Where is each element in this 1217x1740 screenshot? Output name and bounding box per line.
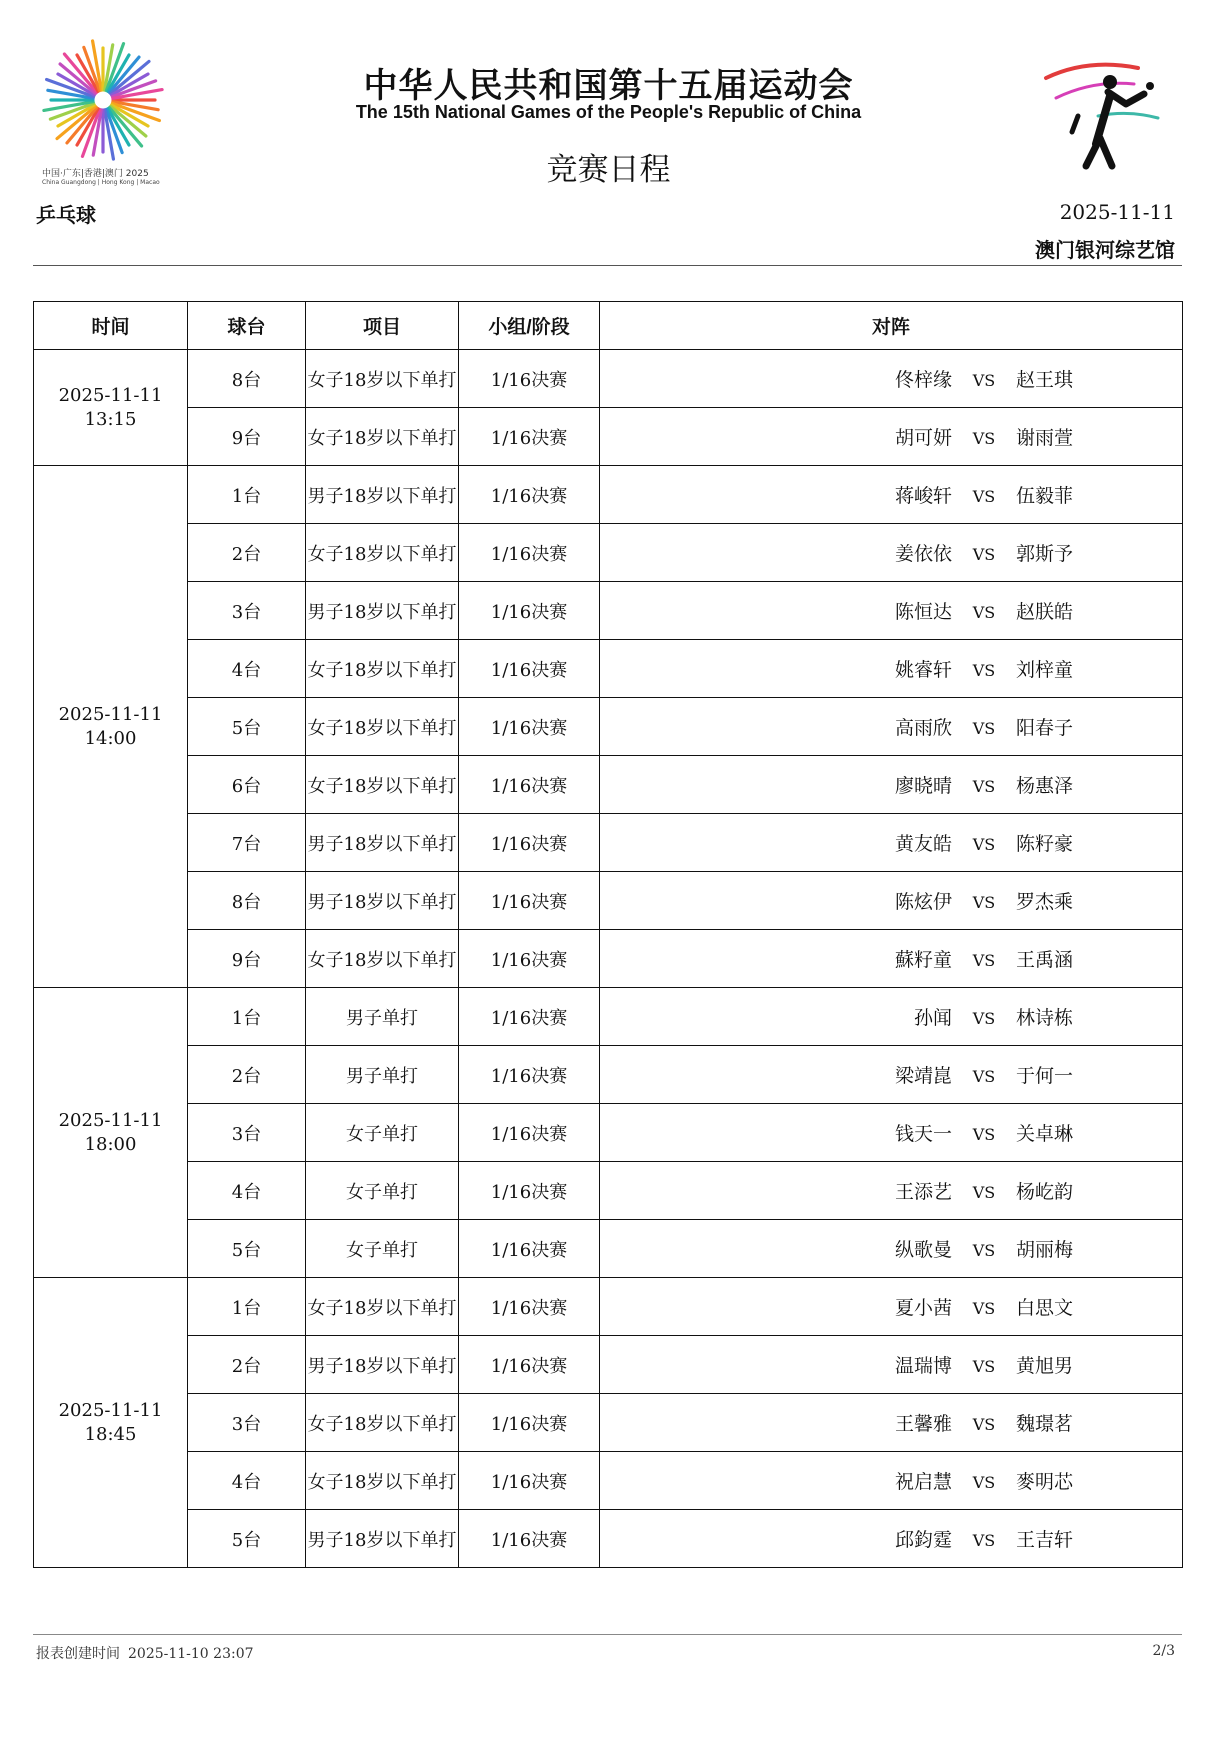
player-2: 赵朕皓 — [1015, 601, 1073, 623]
player-2: 杨屹韵 — [1015, 1181, 1073, 1203]
session-clock: 13:15 — [84, 408, 137, 430]
matchup-cell — [600, 872, 1183, 930]
page-number: 2/3 — [1152, 1643, 1175, 1659]
player-1: 姚睿轩 — [894, 659, 952, 681]
page-subtitle: 竞赛日程 — [546, 152, 671, 188]
matchup-cell — [600, 640, 1183, 698]
event-cell: 女子18岁以下单打 — [306, 408, 459, 466]
table-number-cell: 8台 — [188, 872, 306, 930]
table-number-cell: 2台 — [188, 524, 306, 582]
player-2: 胡丽梅 — [1015, 1239, 1073, 1261]
table-number-cell: 4台 — [188, 1162, 306, 1220]
venue-name: 澳门银河综艺馆 — [1035, 238, 1175, 262]
stage-cell: 1/16决赛 — [459, 1336, 600, 1394]
matchup-cell — [600, 1394, 1183, 1452]
table-row — [34, 466, 1183, 524]
table-number-cell: 3台 — [188, 1394, 306, 1452]
stage-cell: 1/16决赛 — [459, 930, 600, 988]
header-divider — [33, 265, 1182, 266]
matchup-cell — [600, 350, 1183, 408]
vs-label: VS — [972, 1009, 996, 1028]
player-1: 邱鈞霆 — [894, 1529, 952, 1551]
table-number-cell: 9台 — [188, 408, 306, 466]
table-row — [34, 988, 1183, 1046]
matchup-cell — [600, 1336, 1183, 1394]
matchup-cell — [600, 698, 1183, 756]
stage-cell: 1/16决赛 — [459, 1394, 600, 1452]
player-1: 纵歌曼 — [894, 1239, 952, 1261]
stage-cell: 1/16决赛 — [459, 1220, 600, 1278]
matchup-cell — [600, 1510, 1183, 1568]
player-1: 钱天一 — [894, 1123, 952, 1145]
created-value: 2025-11-10 23:07 — [128, 1646, 254, 1662]
stage-cell: 1/16决赛 — [459, 814, 600, 872]
vs-label: VS — [972, 603, 996, 622]
table-row — [34, 1278, 1183, 1336]
sport-name: 乒乓球 — [36, 203, 96, 227]
table-number-cell: 2台 — [188, 1046, 306, 1104]
table-row — [34, 350, 1183, 408]
player-2: 麥明芯 — [1015, 1471, 1073, 1493]
player-2: 陈籽豪 — [1015, 833, 1073, 855]
stage-cell: 1/16决赛 — [459, 1510, 600, 1568]
player-2: 魏璟茗 — [1015, 1413, 1073, 1435]
player-1: 梁靖崑 — [894, 1065, 952, 1087]
vs-label: VS — [972, 545, 996, 564]
report-created — [36, 1643, 262, 1663]
table-row — [34, 1162, 1183, 1220]
table-row — [34, 1046, 1183, 1104]
matchup-cell — [600, 814, 1183, 872]
event-title-cn: 中华人民共和国第十五届运动会 — [363, 66, 854, 106]
created-label: 报表创建时间 — [36, 1646, 120, 1662]
table-row — [34, 640, 1183, 698]
player-1: 孙闻 — [913, 1007, 952, 1029]
player-2: 关卓琳 — [1015, 1123, 1073, 1145]
player-1: 姜依依 — [894, 543, 952, 565]
logo-text-en: China Guangdong | Hong Kong | Macao — [42, 179, 160, 186]
matchup-cell — [600, 408, 1183, 466]
matchup-cell — [600, 1220, 1183, 1278]
vs-label: VS — [972, 1241, 996, 1260]
event-cell: 女子18岁以下单打 — [306, 756, 459, 814]
event-cell: 女子18岁以下单打 — [306, 1278, 459, 1336]
event-cell: 男子18岁以下单打 — [306, 1336, 459, 1394]
table-row — [34, 1220, 1183, 1278]
table-row — [34, 1394, 1183, 1452]
vs-label: VS — [972, 1183, 996, 1202]
stage-cell: 1/16决赛 — [459, 466, 600, 524]
player-2: 白思文 — [1015, 1297, 1073, 1319]
table-row — [34, 698, 1183, 756]
table-number-cell: 3台 — [188, 1104, 306, 1162]
player-2: 赵王琪 — [1015, 369, 1073, 391]
session-date: 2025-11-11 — [58, 703, 163, 725]
stage-cell: 1/16决赛 — [459, 756, 600, 814]
table-number-cell: 9台 — [188, 930, 306, 988]
col-header-stage: 小组/阶段 — [459, 302, 600, 350]
player-2: 王禹涵 — [1015, 949, 1073, 971]
player-1: 王馨雅 — [894, 1413, 952, 1435]
vs-label: VS — [972, 1357, 996, 1376]
event-cell: 男子单打 — [306, 988, 459, 1046]
session-clock: 18:00 — [84, 1133, 137, 1155]
stage-cell: 1/16决赛 — [459, 350, 600, 408]
matchup-cell — [600, 988, 1183, 1046]
matchup-cell — [600, 756, 1183, 814]
player-2: 杨惠泽 — [1015, 775, 1073, 797]
player-1: 陈恒达 — [894, 601, 952, 623]
vs-label: VS — [972, 1067, 996, 1086]
event-cell: 女子单打 — [306, 1162, 459, 1220]
table-row — [34, 1336, 1183, 1394]
event-cell: 男子单打 — [306, 1046, 459, 1104]
player-2: 王吉轩 — [1015, 1529, 1073, 1551]
player-2: 黄旭男 — [1015, 1355, 1073, 1377]
table-row — [34, 756, 1183, 814]
stage-cell: 1/16决赛 — [459, 1452, 600, 1510]
table-row — [34, 408, 1183, 466]
player-1: 高雨欣 — [894, 717, 952, 739]
session-time-cell — [34, 988, 188, 1278]
vs-label: VS — [972, 951, 996, 970]
stage-cell: 1/16决赛 — [459, 1162, 600, 1220]
matchup-cell — [600, 1104, 1183, 1162]
stage-cell: 1/16决赛 — [459, 872, 600, 930]
vs-label: VS — [972, 371, 996, 390]
table-header-row — [34, 302, 1183, 350]
player-1: 陈炫伊 — [894, 891, 952, 913]
table-number-cell: 5台 — [188, 1510, 306, 1568]
player-2: 阳春子 — [1015, 717, 1073, 739]
table-row — [34, 582, 1183, 640]
table-number-cell: 4台 — [188, 640, 306, 698]
session-time-cell — [34, 466, 188, 988]
event-cell: 女子18岁以下单打 — [306, 640, 459, 698]
player-1: 温瑞博 — [894, 1355, 952, 1377]
player-1: 祝启慧 — [894, 1471, 952, 1493]
vs-label: VS — [972, 1125, 996, 1144]
session-date: 2025-11-11 — [58, 1399, 163, 1421]
stage-cell: 1/16决赛 — [459, 524, 600, 582]
table-row — [34, 524, 1183, 582]
schedule-body — [34, 350, 1183, 1568]
event-cell: 男子18岁以下单打 — [306, 1510, 459, 1568]
vs-label: VS — [972, 487, 996, 506]
session-clock: 14:00 — [84, 727, 137, 749]
col-header-time: 时间 — [34, 302, 188, 350]
stage-cell: 1/16决赛 — [459, 1278, 600, 1336]
player-2: 伍毅菲 — [1015, 485, 1073, 507]
table-number-cell: 5台 — [188, 1220, 306, 1278]
vs-label: VS — [972, 1531, 996, 1550]
matchup-cell — [600, 930, 1183, 988]
event-cell: 女子18岁以下单打 — [306, 1452, 459, 1510]
player-1: 佟梓缘 — [894, 369, 952, 391]
stage-cell: 1/16决赛 — [459, 408, 600, 466]
vs-label: VS — [972, 1415, 996, 1434]
player-2: 谢雨萱 — [1015, 427, 1073, 449]
vs-label: VS — [972, 835, 996, 854]
player-1: 胡可妍 — [894, 427, 952, 449]
event-cell: 男子18岁以下单打 — [306, 466, 459, 524]
col-header-table: 球台 — [188, 302, 306, 350]
event-cell: 男子18岁以下单打 — [306, 582, 459, 640]
schedule-date: 2025-11-11 — [1059, 200, 1175, 224]
session-time-cell — [34, 1278, 188, 1568]
session-clock: 18:45 — [84, 1423, 137, 1445]
table-number-cell: 1台 — [188, 1278, 306, 1336]
matchup-cell — [600, 1162, 1183, 1220]
player-2: 林诗栋 — [1015, 1007, 1073, 1029]
table-number-cell: 8台 — [188, 350, 306, 408]
table-number-cell: 6台 — [188, 756, 306, 814]
stage-cell: 1/16决赛 — [459, 1046, 600, 1104]
player-1: 夏小茜 — [894, 1297, 952, 1319]
table-number-cell: 1台 — [188, 988, 306, 1046]
vs-label: VS — [972, 1473, 996, 1492]
vs-label: VS — [972, 893, 996, 912]
stage-cell: 1/16决赛 — [459, 640, 600, 698]
table-number-cell: 1台 — [188, 466, 306, 524]
player-2: 于何一 — [1015, 1065, 1073, 1087]
stage-cell: 1/16决赛 — [459, 988, 600, 1046]
player-2: 罗杰乘 — [1015, 891, 1073, 913]
player-1: 王添艺 — [894, 1181, 952, 1203]
vs-label: VS — [972, 429, 996, 448]
event-cell: 男子18岁以下单打 — [306, 872, 459, 930]
vs-label: VS — [972, 661, 996, 680]
col-header-event: 项目 — [306, 302, 459, 350]
schedule-table — [33, 301, 1183, 1568]
table-number-cell: 7台 — [188, 814, 306, 872]
event-cell: 女子18岁以下单打 — [306, 524, 459, 582]
event-cell: 女子18岁以下单打 — [306, 930, 459, 988]
table-number-cell: 4台 — [188, 1452, 306, 1510]
vs-label: VS — [972, 777, 996, 796]
event-cell: 男子18岁以下单打 — [306, 814, 459, 872]
session-date: 2025-11-11 — [58, 384, 163, 406]
matchup-cell — [600, 466, 1183, 524]
matchup-cell — [600, 1046, 1183, 1104]
table-number-cell: 5台 — [188, 698, 306, 756]
event-title-en: The 15th National Games of the People's Republic of China — [355, 102, 862, 122]
col-header-matchup: 对阵 — [600, 302, 1183, 350]
matchup-cell — [600, 582, 1183, 640]
player-1: 蘇籽童 — [894, 949, 952, 971]
footer-divider — [33, 1634, 1182, 1635]
matchup-cell — [600, 1278, 1183, 1336]
vs-label: VS — [972, 719, 996, 738]
event-cell: 女子18岁以下单打 — [306, 1394, 459, 1452]
player-2: 刘梓童 — [1015, 659, 1073, 681]
table-row — [34, 1510, 1183, 1568]
session-time-cell — [34, 350, 188, 466]
matchup-cell — [600, 1452, 1183, 1510]
table-row — [34, 814, 1183, 872]
vs-label: VS — [972, 1299, 996, 1318]
table-row — [34, 1104, 1183, 1162]
table-row — [34, 930, 1183, 988]
player-1: 廖晓晴 — [894, 775, 952, 797]
table-number-cell: 2台 — [188, 1336, 306, 1394]
matchup-cell — [600, 524, 1183, 582]
player-1: 黄友皓 — [894, 833, 952, 855]
event-cell: 女子18岁以下单打 — [306, 698, 459, 756]
player-1: 蒋峻轩 — [894, 485, 952, 507]
event-cell: 女子单打 — [306, 1104, 459, 1162]
logo-text-cn: 中国·广东|香港|澳门 2025 — [42, 169, 149, 179]
event-cell: 女子18岁以下单打 — [306, 350, 459, 408]
stage-cell: 1/16决赛 — [459, 1104, 600, 1162]
table-number-cell: 3台 — [188, 582, 306, 640]
table-row — [34, 872, 1183, 930]
stage-cell: 1/16决赛 — [459, 698, 600, 756]
stage-cell: 1/16决赛 — [459, 582, 600, 640]
table-row — [34, 1452, 1183, 1510]
session-date: 2025-11-11 — [58, 1109, 163, 1131]
event-cell: 女子单打 — [306, 1220, 459, 1278]
player-2: 郭斯予 — [1015, 543, 1073, 565]
